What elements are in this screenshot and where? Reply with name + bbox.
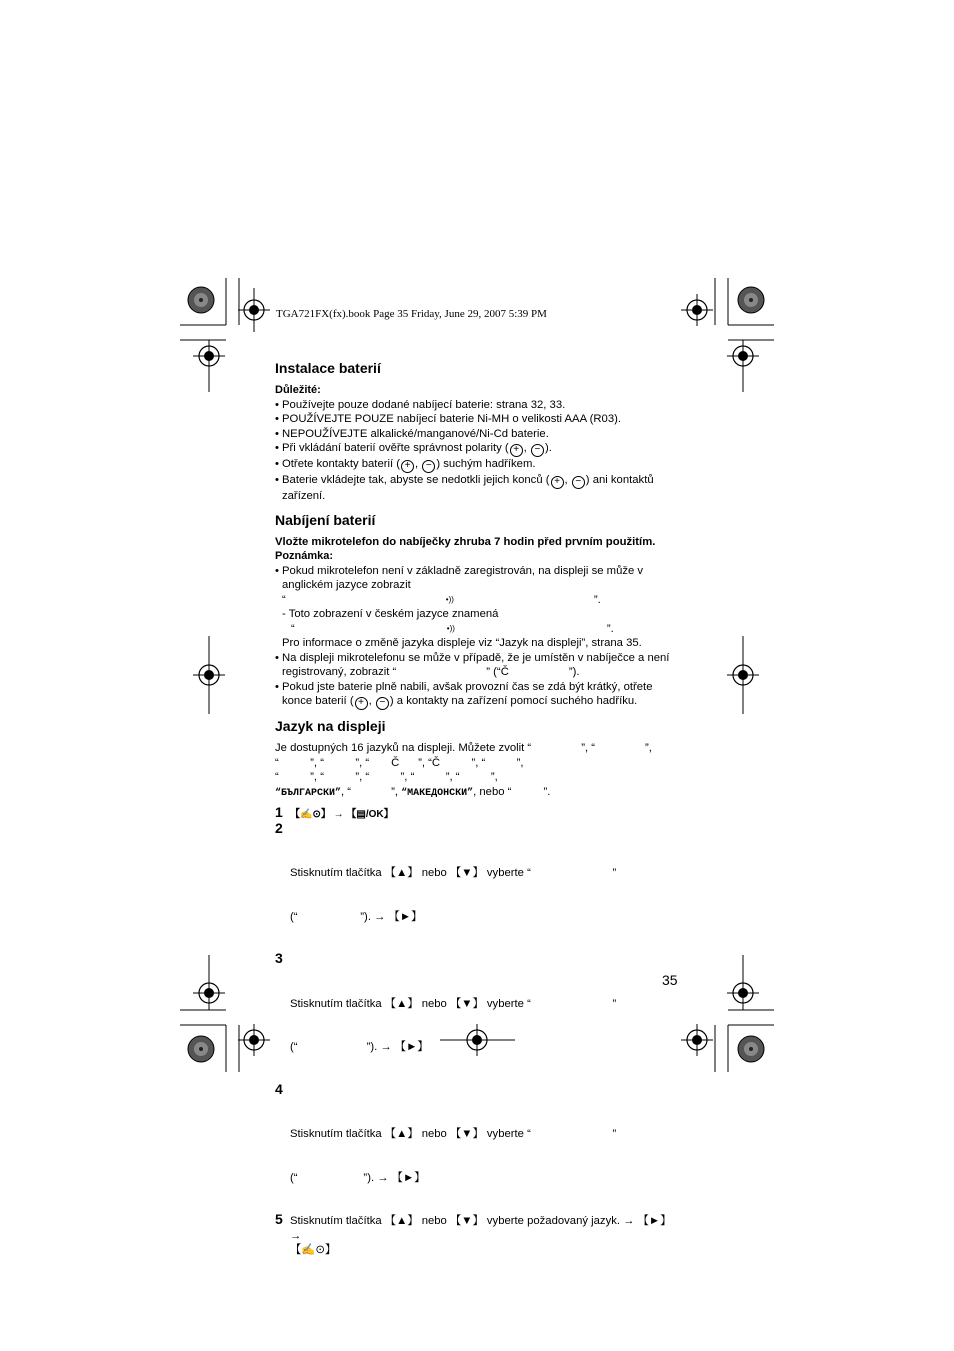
important-label: Důležité: bbox=[275, 384, 321, 396]
minus-icon: − bbox=[531, 444, 544, 457]
step-number: 4 bbox=[275, 1080, 283, 1097]
item-text: , nebo “ bbox=[473, 785, 512, 798]
step-number: 3 bbox=[275, 950, 283, 966]
item-text: Baterie vkládejte tak, abyste se nedotkli jejich konců ( bbox=[282, 474, 550, 486]
step-subtext: 【✍⊙】 bbox=[290, 1244, 337, 1256]
step-item bbox=[275, 804, 685, 823]
step-text: Stisknutím tlačítka 【▲】 nebo 【▼】 vyberte požadovaný jazyk. → 【►】 → bbox=[290, 1215, 672, 1242]
page-content bbox=[275, 360, 685, 1266]
minus-icon: − bbox=[572, 476, 585, 489]
list-item: • Používejte pouze dodané nabíjecí baterie: strana 32, 33. bbox=[275, 398, 685, 413]
step-number: 2 bbox=[275, 819, 283, 836]
section-language bbox=[275, 718, 685, 1258]
list-item: • POUŽÍVEJTE POUZE nabíjecí baterie Ni-MH o velikosti AAA (R03). bbox=[275, 412, 685, 427]
minus-icon: − bbox=[422, 460, 435, 473]
book-header: TGA721FX(fx).book Page 35 Friday, June 29, 2007 5:39 PM bbox=[276, 308, 547, 320]
step-subtext: (“ ”). → 【►】 bbox=[290, 1041, 429, 1053]
page-number: 35 bbox=[662, 972, 678, 988]
section-battery-install bbox=[275, 360, 685, 504]
item-text: ”. bbox=[543, 785, 551, 798]
quote-open: “ bbox=[291, 622, 295, 635]
quote-line bbox=[282, 622, 685, 637]
list-item: • Pokud jste baterie plně nabili, avšak provozní čas se zdá být krátký, otřete konce baterií ( + , − ) a kontakty na zařízení pomocí suchého hadříku. bbox=[275, 680, 685, 711]
section-charging bbox=[275, 512, 685, 711]
language-row bbox=[275, 785, 685, 802]
item-text: Je dostupných 16 jazyků na displeji. Můžete zvolit “ bbox=[275, 742, 532, 754]
minus-icon: − bbox=[376, 697, 389, 710]
item-text: ) suchým hadříkem. bbox=[436, 458, 536, 470]
item-text: ). bbox=[544, 442, 552, 454]
step-number: 5 bbox=[275, 1211, 283, 1227]
language-row: “ ”, “ ”, “ ”, “ ”, “ ”, bbox=[275, 771, 498, 783]
item-text: ) a kontakty na zařízení pomocí suchého hadříku. bbox=[389, 695, 638, 707]
step-text: 【✍⊙】 → 【▤/OK】 bbox=[290, 809, 394, 820]
item-text: Pro informace o změně jazyka displeje viz “Jazyk na displeji”, strana 35. bbox=[282, 637, 642, 649]
section-title: Nabíjení baterií bbox=[275, 511, 376, 528]
note-list bbox=[275, 564, 685, 711]
sub-note: - Toto zobrazení v českém jazyce znamená bbox=[282, 608, 499, 620]
step-item bbox=[275, 819, 685, 954]
quote-open: “ bbox=[282, 593, 286, 606]
item-text: ”, bbox=[645, 742, 652, 754]
list-item: • Baterie vkládejte tak, abyste se nedotkli jejich konců ( + , − ) ani kontaktů zařízení. bbox=[275, 473, 685, 504]
quote-close: ”. bbox=[606, 622, 614, 635]
list-item: • NEPOUŽÍVEJTE alkalické/manganové/Ni-Cd baterie. bbox=[275, 427, 685, 442]
item-text: Při vkládání baterií ověřte správnost polarity ( bbox=[282, 442, 509, 454]
step-subtext: (“ ”). → 【►】 bbox=[290, 1171, 426, 1184]
step-number: 1 bbox=[275, 804, 283, 820]
plus-icon: + bbox=[551, 476, 564, 489]
language-intro bbox=[275, 741, 685, 756]
item-text: Pokud mikrotelefon není v základně zaregistrován, na displeji se může v anglickém jazyce zobrazit bbox=[282, 564, 644, 591]
item-text: ”). bbox=[568, 666, 580, 678]
step-text: Stisknutím tlačítka 【▲】 nebo 【▼】 vyberte “ ” bbox=[290, 997, 617, 1010]
step-subtext: (“ ”). → 【►】 bbox=[290, 910, 423, 923]
step-item bbox=[275, 950, 685, 1084]
step-text: Stisknutím tlačítka 【▲】 nebo 【▼】 vyberte “ ” bbox=[290, 867, 617, 879]
charging-instruction: Vložte mikrotelefon do nabíječky zhruba 7 hodin před prvním použitím. bbox=[275, 535, 656, 548]
bottom-right-marks bbox=[681, 955, 774, 1072]
item-text: ” (“Č bbox=[486, 666, 509, 678]
section-title: Jazyk na displeji bbox=[275, 718, 386, 734]
plus-icon: + bbox=[401, 460, 414, 473]
plus-icon: + bbox=[355, 697, 368, 710]
item-text: Na displeji mikrotelefonu se může v případě, že je umístěn v nabíječce a není registrovaný, zobrazit “ bbox=[282, 651, 670, 678]
plus-icon: + bbox=[510, 444, 523, 457]
list-item bbox=[275, 564, 685, 651]
step-item bbox=[275, 1080, 685, 1215]
lang-macedonian: “МАКЕДОНСКИ” bbox=[401, 787, 474, 799]
section-title: Instalace baterií bbox=[275, 360, 381, 376]
note-label: Poznámka: bbox=[275, 550, 334, 562]
item-text: ”, “ bbox=[581, 742, 596, 754]
bottom-left-marks bbox=[180, 955, 270, 1072]
item-text: Pokud jste baterie plně nabili, avšak provozní čas se zdá být krátký, otřete konce baterií ( bbox=[282, 680, 653, 707]
lang-bulgarian: “БЪЛГАРСКИ” bbox=[275, 787, 342, 799]
list-item: • Otřete kontakty baterií ( + , − ) suchým hadříkem. bbox=[275, 457, 685, 473]
step-text: Stisknutím tlačítka 【▲】 nebo 【▼】 vyberte “ ” bbox=[290, 1128, 617, 1140]
item-text: , “ bbox=[341, 785, 352, 798]
language-row: “ ”, “ ”, “ Č ”, “Č ”, “ ”, bbox=[275, 756, 524, 769]
list-item bbox=[275, 651, 685, 680]
item-text: Otřete kontakty baterií ( bbox=[282, 458, 401, 470]
item-text: ”, bbox=[391, 785, 402, 798]
item-text: ) ani kontaktů zařízení. bbox=[282, 474, 654, 502]
steps-list bbox=[275, 804, 685, 1258]
list-item: • Při vkládání baterií ověřte správnost polarity ( + , − ). bbox=[275, 441, 685, 457]
step-item bbox=[275, 1211, 685, 1258]
quote-close: ”. bbox=[593, 593, 601, 606]
battery-list bbox=[275, 398, 685, 504]
signal-icon: •)) bbox=[445, 594, 454, 604]
signal-icon: •)) bbox=[446, 623, 455, 633]
top-right-marks bbox=[681, 278, 774, 392]
top-left-marks bbox=[180, 278, 270, 392]
